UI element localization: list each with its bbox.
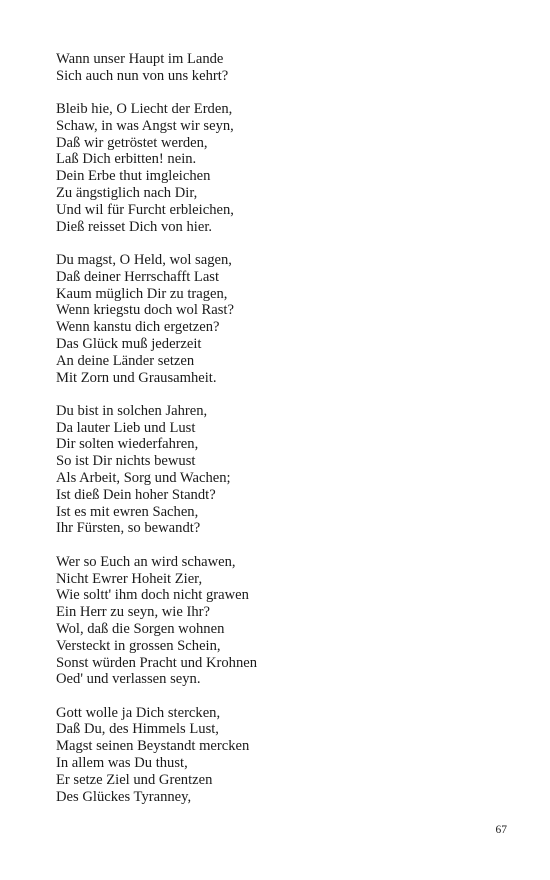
- poem-line: Ist dieß Dein hoher Standt?: [56, 486, 216, 503]
- poem-line: Wer so Euch an wird schawen,: [56, 553, 236, 570]
- poem-line: Du bist in solchen Jahren,: [56, 402, 208, 419]
- stanza: [56, 705, 476, 806]
- poem-line: Das Glück muß jederzeit: [56, 335, 202, 352]
- poem-line: Da lauter Lieb und Lust: [56, 419, 196, 436]
- poem-line: Oed' und verlassen seyn.: [56, 671, 201, 688]
- poem-line: Ein Herr zu seyn, wie Ihr?: [56, 604, 210, 621]
- poem-line: Dieß reisset Dich von hier.: [56, 218, 213, 235]
- stanza: [56, 554, 476, 688]
- stanza: [56, 101, 476, 235]
- poem-line: Bleib hie, O Liecht der Erden,: [56, 101, 233, 118]
- poem-line: Als Arbeit, Sorg und Wachen;: [56, 470, 231, 487]
- poem-line: Sonst würden Pracht und Krohnen: [56, 654, 258, 671]
- poem-line: Wol, daß die Sorgen wohnen: [56, 620, 225, 637]
- poem-line: Wie soltt' ihm doch nicht grawen: [56, 587, 249, 604]
- poem-line: Laß Dich erbitten! nein.: [56, 151, 197, 168]
- poem-line: Ist es mit ewren Sachen,: [56, 503, 199, 520]
- poem-line: Sich auch nun von uns kehrt?: [56, 67, 229, 84]
- poem-line: Versteckt in grossen Schein,: [56, 637, 221, 654]
- poem-line: Kaum müglich Dir zu tragen,: [56, 285, 228, 302]
- poem-line: Des Glückes Tyranney,: [56, 788, 192, 805]
- poem-line: Ihr Fürsten, so bewandt?: [56, 520, 201, 537]
- poem-line: Dein Erbe thut imgleichen: [56, 168, 211, 185]
- poem-line: Wenn kriegstu doch wol Rast?: [56, 302, 234, 319]
- poem-line: Schaw, in was Angst wir seyn,: [56, 117, 234, 134]
- stanza: [56, 403, 476, 537]
- poem-line: Zu ängstiglich nach Dir,: [56, 185, 198, 202]
- stanza: [56, 51, 476, 85]
- poem-line: So ist Dir nichts bewust: [56, 453, 196, 470]
- poem-line: Gott wolle ja Dich stercken,: [56, 704, 221, 721]
- poem-line: Magst seinen Beystandt mercken: [56, 738, 250, 755]
- poem-line: Und wil für Furcht erbleichen,: [56, 201, 234, 218]
- poem-text: [56, 51, 476, 822]
- poem-line: Du magst, O Held, wol sagen,: [56, 251, 232, 268]
- stanza: [56, 252, 476, 386]
- poem-line: Daß Du, des Himmels Lust,: [56, 721, 219, 738]
- poem-line: Wenn kanstu dich ergetzen?: [56, 319, 220, 336]
- poem-line: An deine Länder setzen: [56, 352, 195, 369]
- poem-line: Daß deiner Herrschafft Last: [56, 268, 220, 285]
- poem-line: Daß wir getröstet werden,: [56, 134, 208, 151]
- poem-line: Dir solten wiederfahren,: [56, 436, 199, 453]
- poem-line: Er setze Ziel und Grentzen: [56, 771, 213, 788]
- poem-line: Wann unser Haupt im Lande: [56, 51, 224, 67]
- poem-line: In allem was Du thust,: [56, 754, 188, 771]
- poem-line: Mit Zorn und Grausamheit.: [56, 369, 217, 386]
- poem-line: Nicht Ewrer Hoheit Zier,: [56, 570, 203, 587]
- page-number: 67: [495, 824, 507, 836]
